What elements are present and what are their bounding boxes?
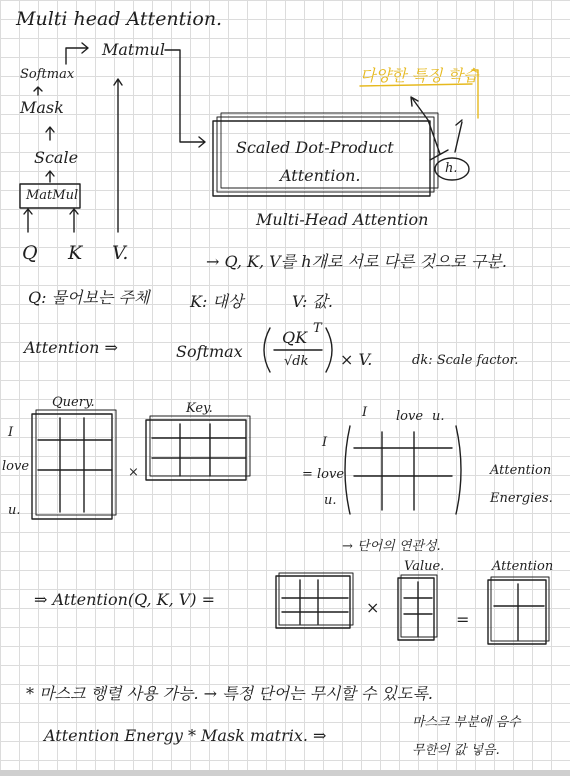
- qk-numerator: QK: [282, 328, 308, 347]
- query-matrix: [32, 410, 116, 519]
- box-line-1: Scaled Dot-Product: [236, 138, 394, 157]
- page-title: Multi head Attention.: [16, 8, 223, 30]
- eq-equals-sign: =: [456, 610, 470, 629]
- mask-note-line-2: Attention Energy * Mask matrix. ⇒: [44, 726, 327, 745]
- energies-matrix: [345, 426, 461, 514]
- highlight-text: 다양한 특징 학습: [360, 66, 479, 85]
- mask-label: Mask: [20, 98, 64, 117]
- matmul-bottom-label: MatMul: [26, 188, 79, 203]
- k-matrix-small: [276, 573, 353, 628]
- value-label: Value.: [404, 559, 445, 574]
- query-label: Query.: [52, 395, 95, 410]
- times-v: × V.: [340, 350, 373, 369]
- col-love-label: love: [396, 409, 424, 424]
- sqrt-dk: √dk: [284, 354, 309, 369]
- q-definition: Q: 물어보는 주체: [28, 288, 150, 307]
- row-u-label: u.: [8, 503, 21, 518]
- key-matrix: [146, 416, 250, 480]
- box-line-2: Attention.: [280, 166, 361, 185]
- col-u-label: u.: [432, 409, 445, 424]
- page-bottom-edge: [0, 770, 570, 776]
- softmax-label: Softmax: [20, 67, 75, 82]
- r-i-label: I: [322, 435, 328, 450]
- r-love-label: = love: [302, 467, 345, 482]
- row-i-label: I: [8, 425, 14, 440]
- r-u-label: u.: [324, 493, 337, 508]
- energies-line-1: Attention: [490, 463, 552, 478]
- energies-line-2: Energies.: [490, 491, 553, 506]
- attention-formula-label: Attention ⇒: [24, 338, 118, 357]
- value-matrix-small: [398, 575, 437, 640]
- qkv-split-note: → Q, K, V를 h개로 서로 다른 것으로 구분.: [206, 252, 507, 271]
- row-love-label: love: [2, 459, 30, 474]
- dk-note: dk: Scale factor.: [412, 353, 519, 368]
- col-i-label: I: [362, 405, 368, 420]
- matmul-top-label: Matmul: [102, 40, 165, 59]
- v-label: V.: [112, 242, 129, 264]
- k-definition: K: 대상: [190, 292, 244, 311]
- q-label: Q: [22, 242, 38, 264]
- mask-note-line-2-b2: 무한의 값 넣음.: [412, 743, 500, 758]
- scale-label: Scale: [34, 148, 79, 167]
- mask-note-line-2-b1: 마스크 부분에 음수: [412, 715, 521, 730]
- times-sign: ×: [128, 465, 139, 480]
- key-label: Key.: [186, 401, 213, 416]
- k-label: K: [68, 242, 83, 264]
- attention-result-label: Attention: [492, 559, 554, 574]
- qk-transpose: T: [313, 321, 322, 336]
- eq-times-sign: ×: [366, 598, 380, 617]
- softmax-word: Softmax: [176, 342, 243, 361]
- diagram-caption: Multi-Head Attention: [256, 210, 429, 229]
- v-definition: V: 값.: [292, 292, 333, 311]
- relation-note: → 단어의 연관성.: [342, 539, 441, 554]
- attention-matrix-small: [488, 577, 549, 644]
- head-label: h.: [445, 161, 458, 176]
- mask-note-line-1: * 마스크 행렬 사용 가능. → 특정 단어는 무시할 수 있도록.: [26, 684, 434, 703]
- attention-eq-lhs: ⇒ Attention(Q, K, V) =: [34, 590, 216, 609]
